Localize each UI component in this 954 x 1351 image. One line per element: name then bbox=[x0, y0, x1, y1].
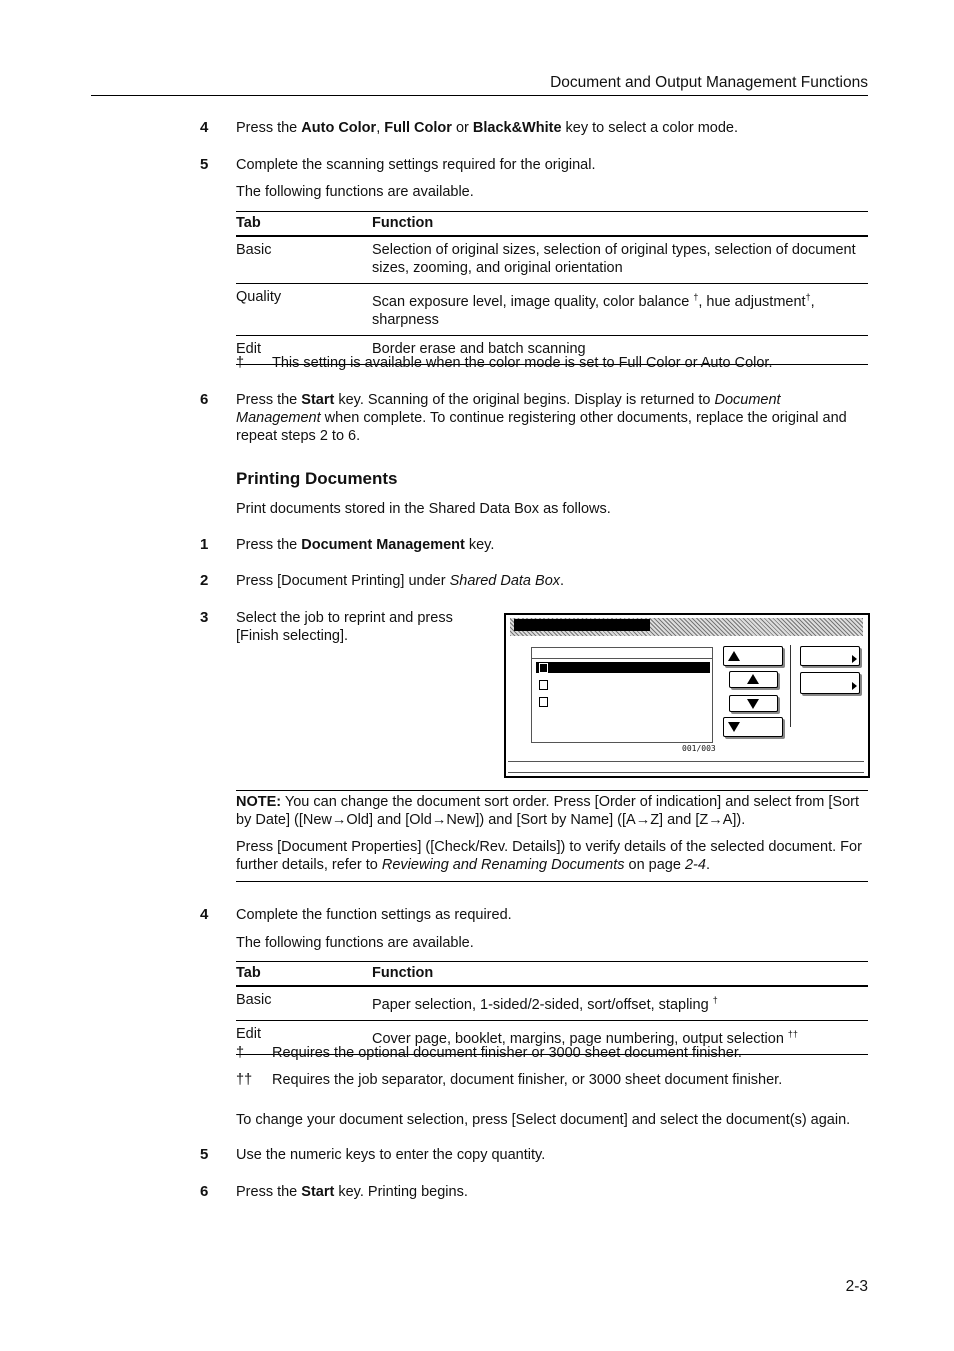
document-list bbox=[531, 647, 713, 743]
step-number: 3 bbox=[200, 609, 209, 626]
screen-title-block bbox=[514, 619, 650, 631]
arrow-up-icon bbox=[728, 651, 740, 661]
list-item[interactable] bbox=[536, 696, 710, 707]
page-up-button[interactable] bbox=[723, 646, 783, 666]
cell-tab: Basic bbox=[236, 236, 372, 284]
step-number: 1 bbox=[200, 536, 209, 553]
table-row bbox=[236, 284, 868, 336]
page-number: 2-3 bbox=[845, 1278, 868, 1295]
note-top-rule bbox=[236, 790, 868, 791]
col-header-function: Function bbox=[372, 212, 868, 237]
cell-tab: Edit bbox=[236, 335, 372, 364]
step-4-text: Press the Auto Color, Full Color or Black&White key to select a color mode. bbox=[236, 120, 739, 136]
step-6b-text: Press the Start key. Printing begins. bbox=[236, 1184, 468, 1200]
list-header bbox=[532, 648, 712, 659]
step-number: 6 bbox=[200, 1183, 209, 1200]
step-5-subtext: The following functions are available. bbox=[236, 184, 474, 200]
col-header-function: Function bbox=[372, 962, 868, 987]
functions-table-print bbox=[236, 961, 868, 1055]
step-2-text: Press [Document Printing] under Shared Data Box. bbox=[236, 573, 565, 589]
selection-change-note: To change your document selection, press [Select document] and select the document(s) again. bbox=[236, 1112, 851, 1128]
document-icon bbox=[539, 663, 548, 673]
cell-tab: Edit bbox=[236, 1020, 372, 1054]
list-item[interactable] bbox=[536, 662, 710, 673]
table-row bbox=[236, 236, 868, 284]
screen-bottom-bar bbox=[508, 761, 864, 773]
step-5b-text: Use the numeric keys to enter the copy quantity. bbox=[236, 1147, 546, 1163]
section-title: Printing Documents bbox=[236, 469, 398, 488]
step-5-text: Complete the scanning settings required for the original. bbox=[236, 157, 596, 173]
cell-tab: Quality bbox=[236, 284, 372, 336]
step-number: 5 bbox=[200, 1146, 209, 1163]
cell-tab: Basic bbox=[236, 986, 372, 1020]
footnote: † Requires the optional document finisher or 3000 sheet document finisher. bbox=[236, 1045, 742, 1061]
scroll-up-button[interactable] bbox=[729, 671, 778, 688]
page-counter: 001/003 bbox=[682, 744, 716, 753]
cell-function: Border erase and batch scanning bbox=[372, 335, 868, 364]
running-header: Document and Output Management Functions bbox=[550, 74, 868, 91]
chevron-right-icon bbox=[852, 682, 857, 690]
scroll-down-button[interactable] bbox=[729, 695, 778, 712]
cell-function: Paper selection, 1-sided/2-sided, sort/offset, stapling † bbox=[372, 986, 868, 1020]
arrow-down-icon bbox=[728, 722, 740, 732]
header-rule bbox=[91, 95, 868, 96]
footnote: † This setting is available when the color mode is set to Full Color or Auto Color. bbox=[236, 355, 773, 371]
note-paragraph-1: NOTE: You can change the document sort order. Press [Order of indication] and select from [Sort by Date] ([New→Old] and [Old→New]) and [Sort by Name] ([A→Z] and [Z→A]). bbox=[236, 794, 860, 828]
col-header-tab: Tab bbox=[236, 212, 372, 237]
step-number: 5 bbox=[200, 156, 209, 173]
cell-function: Selection of original sizes, selection of original types, selection of document sizes, zooming, and original orientation bbox=[372, 236, 868, 284]
footnote: †† Requires the job separator, document finisher, or 3000 sheet document finisher. bbox=[236, 1072, 783, 1088]
step-number: 4 bbox=[200, 906, 209, 923]
step-4b-text: Complete the function settings as required. bbox=[236, 907, 512, 923]
step-1-text: Press the Document Management key. bbox=[236, 537, 495, 553]
section-intro: Print documents stored in the Shared Data Box as follows. bbox=[236, 501, 611, 517]
chevron-right-icon bbox=[852, 655, 857, 663]
panel-divider bbox=[790, 645, 791, 727]
page-down-button[interactable] bbox=[723, 717, 783, 737]
step-3-text: Select the job to reprint and press [Finish selecting]. bbox=[236, 610, 453, 644]
table-row bbox=[236, 986, 868, 1020]
arrow-down-icon bbox=[747, 699, 759, 709]
step-number: 6 bbox=[200, 391, 209, 408]
step-number: 2 bbox=[200, 572, 209, 589]
document-properties-button[interactable] bbox=[800, 672, 860, 694]
cell-function: Scan exposure level, image quality, color balance †, hue adjustment†, sharpness bbox=[372, 284, 868, 336]
arrow-up-icon bbox=[747, 674, 759, 684]
document-icon bbox=[539, 697, 548, 707]
document-icon bbox=[539, 680, 548, 690]
note-paragraph-2: Press [Document Properties] ([Check/Rev. Details]) to verify details of the selected document. For further details, refer to Reviewing and Renaming Documents on page 2-4. bbox=[236, 839, 862, 873]
touch-panel-illustration bbox=[504, 613, 870, 778]
functions-table-scan bbox=[236, 211, 868, 365]
col-header-tab: Tab bbox=[236, 962, 372, 987]
step-4b-subtext: The following functions are available. bbox=[236, 935, 474, 951]
step-6-text: Press the Start key. Scanning of the original begins. Display is returned to Document Management when complete. To continue registering other documents, replace the original and repeat steps 2 to 6. bbox=[236, 392, 847, 444]
note-bottom-rule bbox=[236, 881, 868, 882]
order-of-indication-button[interactable] bbox=[800, 646, 860, 666]
cell-function: Cover page, booklet, margins, page numbering, output selection †† bbox=[372, 1020, 868, 1054]
step-number: 4 bbox=[200, 119, 209, 136]
list-item[interactable] bbox=[536, 679, 710, 690]
